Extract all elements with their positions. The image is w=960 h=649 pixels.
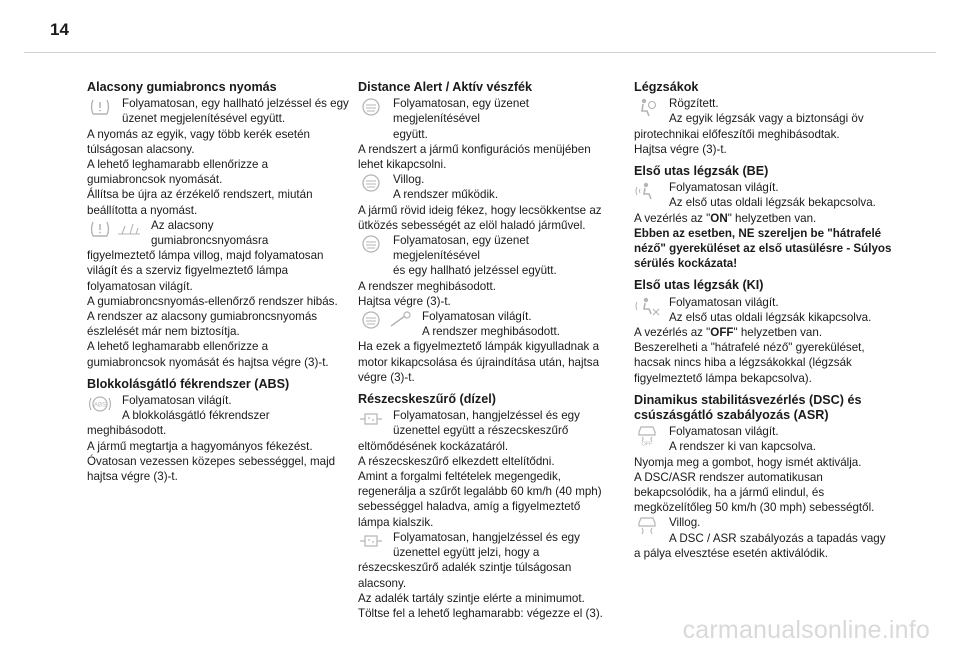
flashing-icon	[116, 218, 142, 240]
text-line: A rendszer ki van kapcsolva.	[669, 440, 816, 454]
column-right	[634, 80, 896, 568]
text-line: részecskeszűrő adalék szintje túlságosan	[358, 561, 572, 575]
particle-filter-icon	[358, 408, 384, 430]
indicator-row	[634, 96, 896, 126]
text-line: sebességgel haladva, amíg a figyelmeztető	[358, 500, 581, 514]
section-title: Első utas légzsák (BE)	[634, 164, 769, 179]
distance-alert-icon	[358, 96, 384, 118]
text-line: Folyamatosan világít.	[422, 310, 532, 324]
text-line: A vezérlés az "ON" helyzetben van.	[634, 211, 817, 225]
header-divider	[24, 52, 936, 53]
text-line: figyelmeztető lámpa bekapcsolva).	[634, 371, 812, 385]
warning-line: néző" gyereküléset az első utasülésre - Súlyos	[634, 242, 892, 256]
section-title: Alacsony gumiabroncs nyomás	[87, 80, 277, 94]
text-line: hacsak nincs hiba a légzsákokkal (légzsák	[634, 356, 852, 370]
text-line: A lehető leghamarabb ellenőrizze a	[87, 340, 269, 354]
text-line: A rendszer az alacsony gumiabroncsnyomás	[87, 310, 318, 324]
indicator-row	[87, 96, 351, 126]
section-title: Első utas légzsák (KI)	[634, 278, 764, 293]
text-line: üzenettel együtt jelzi, hogy a	[393, 546, 540, 560]
text-line: gumiabroncsok nyomását.	[87, 173, 223, 187]
text-line: Hajtsa végre (3)-t.	[634, 142, 727, 156]
text-line: Töltse fel a lehető leghamarabb: végezze el (3).	[358, 606, 603, 620]
text-line: Rögzített.	[669, 97, 719, 111]
text-line: Az első utas oldali légzsák kikapcsolva.	[669, 310, 872, 324]
text-line: Folyamatosan, egy hallható jelzéssel és egy	[122, 97, 349, 111]
section-abs	[87, 377, 351, 484]
watermark: carmanualsonline.info	[682, 616, 930, 644]
text-line: Amint a forgalmi feltételek megengedik,	[358, 470, 561, 484]
text-line: Folyamatosan, egy üzenet megjelenítésével	[393, 234, 529, 263]
svg-text:ABS: ABS	[93, 402, 107, 409]
warning-line: Ebben az esetben, NE szereljen be "hátrafelé	[634, 226, 882, 240]
text-line: üzenet megjelenítésével együtt.	[122, 112, 286, 126]
text-line: Óvatosan vezessen közepes sebességgel, majd	[87, 454, 336, 468]
text-line: Folyamatosan, egy üzenet megjelenítésével	[393, 97, 529, 126]
text-line: A részecskeszűrő elkezdett eltelítődni.	[358, 454, 555, 468]
tire-pressure-warning-icon	[87, 218, 113, 240]
section-tire-pressure	[87, 80, 351, 370]
particle-filter-icon	[358, 530, 384, 552]
section-passenger-airbag-off	[634, 278, 896, 385]
text-line: világít és a szerviz figyelmeztető lámpa	[87, 264, 289, 278]
distance-alert-icon	[358, 233, 384, 255]
text-line: gumiabroncsnyomásra	[151, 234, 269, 248]
indicator-row	[634, 180, 896, 210]
column-middle	[358, 80, 614, 628]
text-line: Folyamatosan, hangjelzéssel és egy	[393, 530, 580, 544]
text-line: üzenettel együtt a részecskeszűrő	[393, 424, 569, 438]
passenger-airbag-on-icon	[634, 180, 660, 202]
indicator-row	[634, 515, 896, 545]
text-line: Az adalék tartály szintje elérte a minimumot.	[358, 591, 585, 605]
section-distance-alert	[358, 80, 614, 385]
indicator-row	[634, 295, 896, 325]
section-dsc-asr	[634, 393, 896, 561]
section-passenger-airbag-on	[634, 164, 896, 271]
service-wrench-icon	[387, 309, 413, 331]
text-line: figyelmeztető lámpa villog, majd folyamatosan	[87, 249, 324, 263]
svg-text:OFF: OFF	[641, 441, 653, 447]
text-line: Folyamatosan, hangjelzéssel és egy	[393, 409, 580, 423]
indicator-row	[87, 393, 351, 423]
text-line: bekapcsolódik, ha a jármű elindul, és	[634, 486, 825, 500]
section-title: Distance Alert / Aktív vészfék	[358, 80, 533, 94]
text-line: Folyamatosan világít.	[669, 181, 779, 195]
distance-alert-icon	[358, 172, 384, 194]
distance-alert-icon	[358, 309, 384, 331]
text-line: A jármű megtartja a hagyományos fékezést.	[87, 439, 313, 453]
indicator-row	[87, 218, 351, 248]
airbag-icon	[634, 96, 660, 118]
text-line: Villog.	[669, 516, 701, 530]
text-line: pirotechnikai előfeszítői meghibásodtak.	[634, 127, 840, 141]
section-title: Blokkolásgátló fékrendszer (ABS)	[87, 376, 290, 391]
passenger-airbag-off-icon	[634, 295, 660, 317]
text-line: A lehető leghamarabb ellenőrizze a	[87, 158, 269, 172]
text-line: A rendszer működik.	[393, 188, 499, 202]
indicator-row	[358, 408, 614, 438]
text-line: A rendszer meghibásodott.	[358, 279, 496, 293]
section-title: Részecskeszűrő (dízel)	[358, 392, 496, 407]
text-line: folyamatosan világít.	[87, 279, 193, 293]
text-line: Folyamatosan világít.	[669, 425, 779, 439]
text-line: Az első utas oldali légzsák bekapcsolva.	[669, 196, 876, 210]
text-line: Az egyik légzsák vagy a biztonsági öv	[669, 112, 864, 126]
indicator-row	[358, 530, 614, 560]
text-line: Az alacsony	[151, 218, 214, 232]
text-line: lehet kikapcsolni.	[358, 158, 447, 172]
text-line: Villog.	[393, 173, 425, 187]
text-line: A blokkolásgátló fékrendszer	[122, 409, 270, 423]
indicator-row	[358, 233, 614, 279]
text-line: A rendszer meghibásodott.	[422, 325, 560, 339]
indicator-row	[358, 96, 614, 142]
text-line: motor kikapcsolása és újraindítása után, hajtsa	[358, 355, 600, 369]
text-line: A rendszert a jármű konfigurációs menüjében	[358, 142, 591, 156]
text-line: Beszerelheti a "hátrafelé néző" gyereküléset,	[634, 341, 865, 355]
text-line: A DSC / ASR szabályozás a tapadás vagy	[669, 531, 886, 545]
text-line: megközelítőleg 50 km/h (30 mph) sebességtől.	[634, 501, 875, 515]
text-line: gumiabroncsok nyomását és hajtsa végre (3)-t.	[87, 355, 329, 369]
text-line: regenerálja a szűrőt legalább 60 km/h (40 mph)	[358, 485, 602, 499]
section-title: Dinamikus stabilitásvezérlés (DSC) és csúszásgátló szabályozás (ASR)	[634, 392, 862, 423]
page-number: 14	[50, 20, 69, 39]
text-line: A nyomás az egyik, vagy több kerék esetén	[87, 127, 310, 141]
section-particle-filter	[358, 392, 614, 621]
text-line: Állítsa be újra az érzékelő rendszert, miután	[87, 188, 313, 202]
text-line: észlelését már nem biztosítja.	[87, 325, 240, 339]
tire-pressure-warning-icon	[87, 96, 116, 118]
warning-line: sérülés kockázata!	[634, 257, 738, 271]
text-line: Folyamatosan világít.	[122, 394, 232, 408]
text-line: Hajtsa végre (3)-t.	[358, 294, 451, 308]
text-line: a pálya elvesztése esetén aktiválódik.	[634, 546, 828, 560]
text-line: Folyamatosan világít.	[669, 295, 779, 309]
abs-icon	[87, 393, 113, 415]
text-line: A DSC/ASR rendszer automatikusan	[634, 470, 823, 484]
section-title: Légzsákok	[634, 80, 699, 94]
text-line: A jármű rövid ideig fékez, hogy lecsökkentse az	[358, 203, 602, 217]
text-line: lámpa kialszik.	[358, 515, 434, 529]
text-line: túlságosan alacsony.	[87, 142, 195, 156]
text-line: együtt.	[393, 127, 428, 141]
section-airbags	[634, 80, 896, 157]
text-line: beállította a nyomást.	[87, 203, 198, 217]
text-line: végre (3)-t.	[358, 370, 415, 384]
text-line: A vezérlés az "OFF" helyzetben van.	[634, 326, 823, 340]
text-line: A gumiabroncsnyomás-ellenőrző rendszer hibás.	[87, 294, 338, 308]
text-line: hajtsa végre (3)-t.	[87, 470, 178, 484]
indicator-row	[358, 309, 614, 339]
indicator-row	[358, 172, 614, 202]
text-line: Ha ezek a figyelmeztető lámpák kigyulladnak a	[358, 340, 600, 354]
text-line: alacsony.	[358, 576, 407, 590]
column-left	[87, 80, 351, 491]
indicator-row	[634, 424, 896, 454]
text-line: meghibásodott.	[87, 424, 167, 438]
text-line: és egy hallható jelzéssel együtt.	[393, 264, 557, 278]
dsc-off-icon	[634, 424, 660, 446]
text-line: ütközés sebességét az elöl haladó járművel.	[358, 218, 586, 232]
dsc-icon	[634, 515, 660, 537]
text-line: eltömődésének kockázatáról.	[358, 439, 509, 453]
text-line: Nyomja meg a gombot, hogy ismét aktiválja.	[634, 455, 862, 469]
